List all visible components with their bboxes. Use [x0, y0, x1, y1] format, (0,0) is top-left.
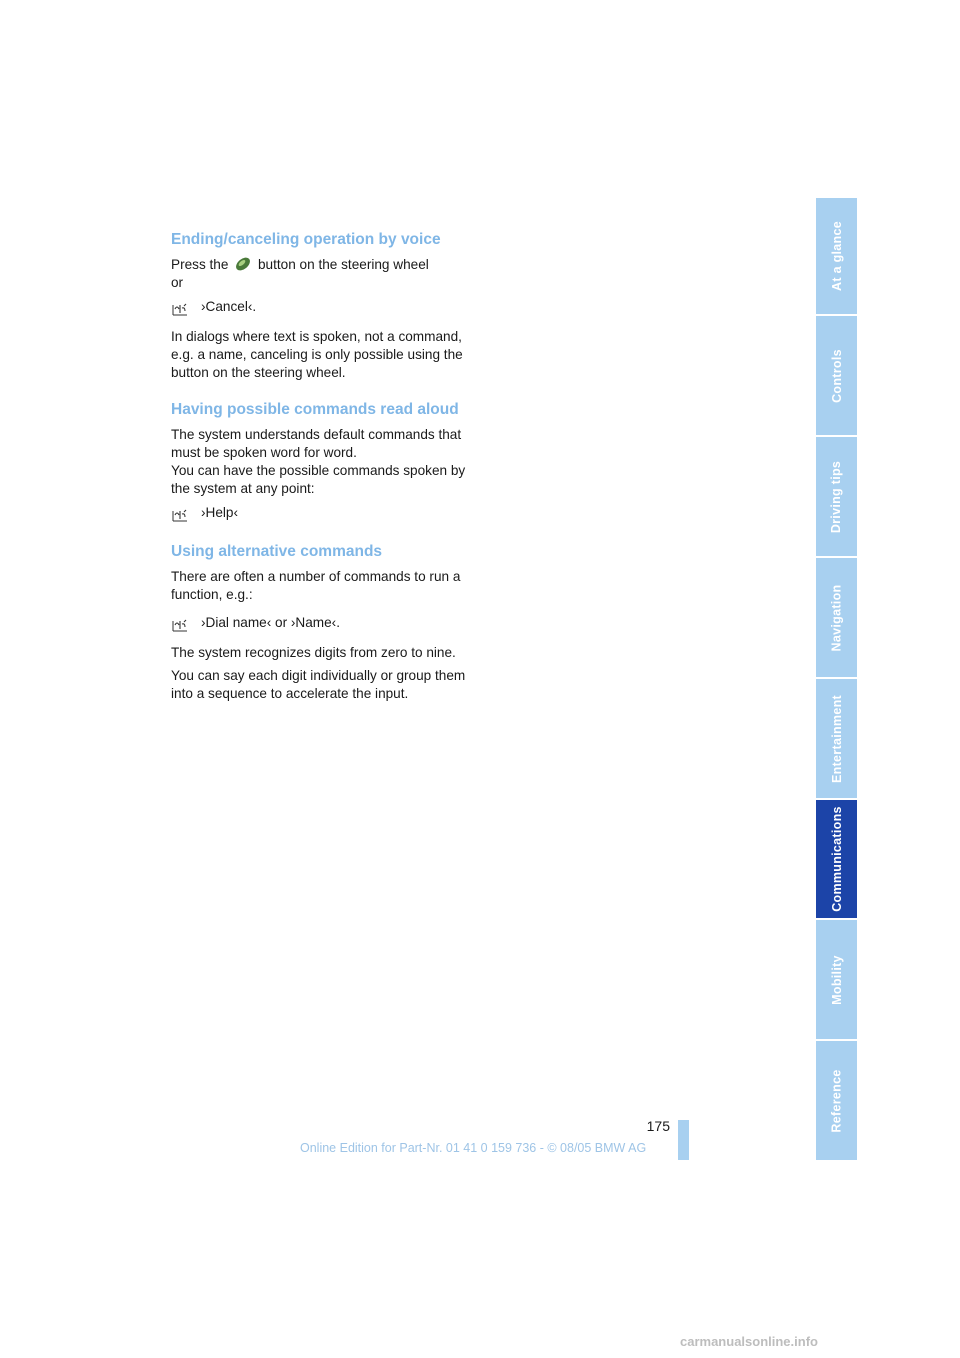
press-button-line: [171, 256, 466, 274]
main-content: [171, 230, 466, 703]
tab-reference[interactable]: [816, 1041, 857, 1160]
voice-command-icon: [171, 299, 189, 317]
tab-mobility[interactable]: [816, 920, 857, 1039]
section-heading-read-aloud: Having possible commands read aloud: [171, 401, 459, 418]
tab-label: Controls: [829, 348, 844, 403]
section-heading-ending: Ending/canceling operation by voice: [171, 231, 441, 248]
voice-command-cancel: [171, 298, 466, 318]
tab-label: Entertainment: [829, 694, 844, 783]
voice-command-icon: [171, 615, 189, 633]
page-number-bar: [678, 1120, 689, 1160]
command-help: ›Help‹: [201, 505, 239, 520]
tab-navigation[interactable]: [816, 558, 857, 677]
talk-button-icon: [234, 256, 252, 272]
tab-label: At a glance: [829, 221, 844, 291]
dialog-cancel-note: In dialogs where text is spoken, not a command, e.g. a name, canceling is only possible using the button on the steering wheel.: [171, 329, 463, 380]
tab-label: Reference: [829, 1068, 844, 1133]
tab-label: Mobility: [829, 954, 844, 1005]
digits-text: The system recognizes digits from zero to nine.: [171, 645, 456, 660]
digit-grouping-text: You can say each digit individually or group them into a sequence to accelerate the input.: [171, 668, 466, 701]
voice-command-help: [171, 504, 466, 524]
voice-command-icon: [171, 505, 189, 523]
tab-controls[interactable]: [816, 316, 857, 435]
tab-driving-tips[interactable]: [816, 437, 857, 556]
tab-label: Navigation: [829, 584, 844, 651]
default-commands-text: The system understands default commands that must be spoken word for word.: [171, 427, 462, 460]
tab-communications[interactable]: [816, 800, 857, 918]
voice-command-dial: [171, 614, 466, 634]
press-text: Press the: [171, 257, 229, 272]
page-number: 175: [646, 1118, 670, 1134]
steering-wheel-text: button on the steering wheel: [257, 257, 429, 272]
tab-entertainment[interactable]: [816, 679, 857, 798]
alternative-commands-text: There are often a number of commands to run a function, e.g.:: [171, 569, 461, 602]
spoken-any-point-text: You can have the possible commands spoken by the system at any point:: [171, 463, 466, 496]
command-dial-name: ›Dial name‹ or ›Name‹.: [201, 615, 340, 630]
watermark: carmanualsonline.info: [680, 1334, 818, 1349]
section-heading-alternative: Using alternative commands: [171, 543, 383, 560]
tab-at-a-glance[interactable]: [816, 198, 857, 314]
or-text: or: [171, 275, 184, 290]
footer-edition: Online Edition for Part-Nr. 01 41 0 159 736 - © 08/05 BMW AG: [300, 1141, 647, 1155]
command-cancel: ›Cancel‹.: [201, 299, 257, 314]
tab-label: Driving tips: [829, 460, 844, 533]
tab-label: Communications: [829, 806, 844, 912]
